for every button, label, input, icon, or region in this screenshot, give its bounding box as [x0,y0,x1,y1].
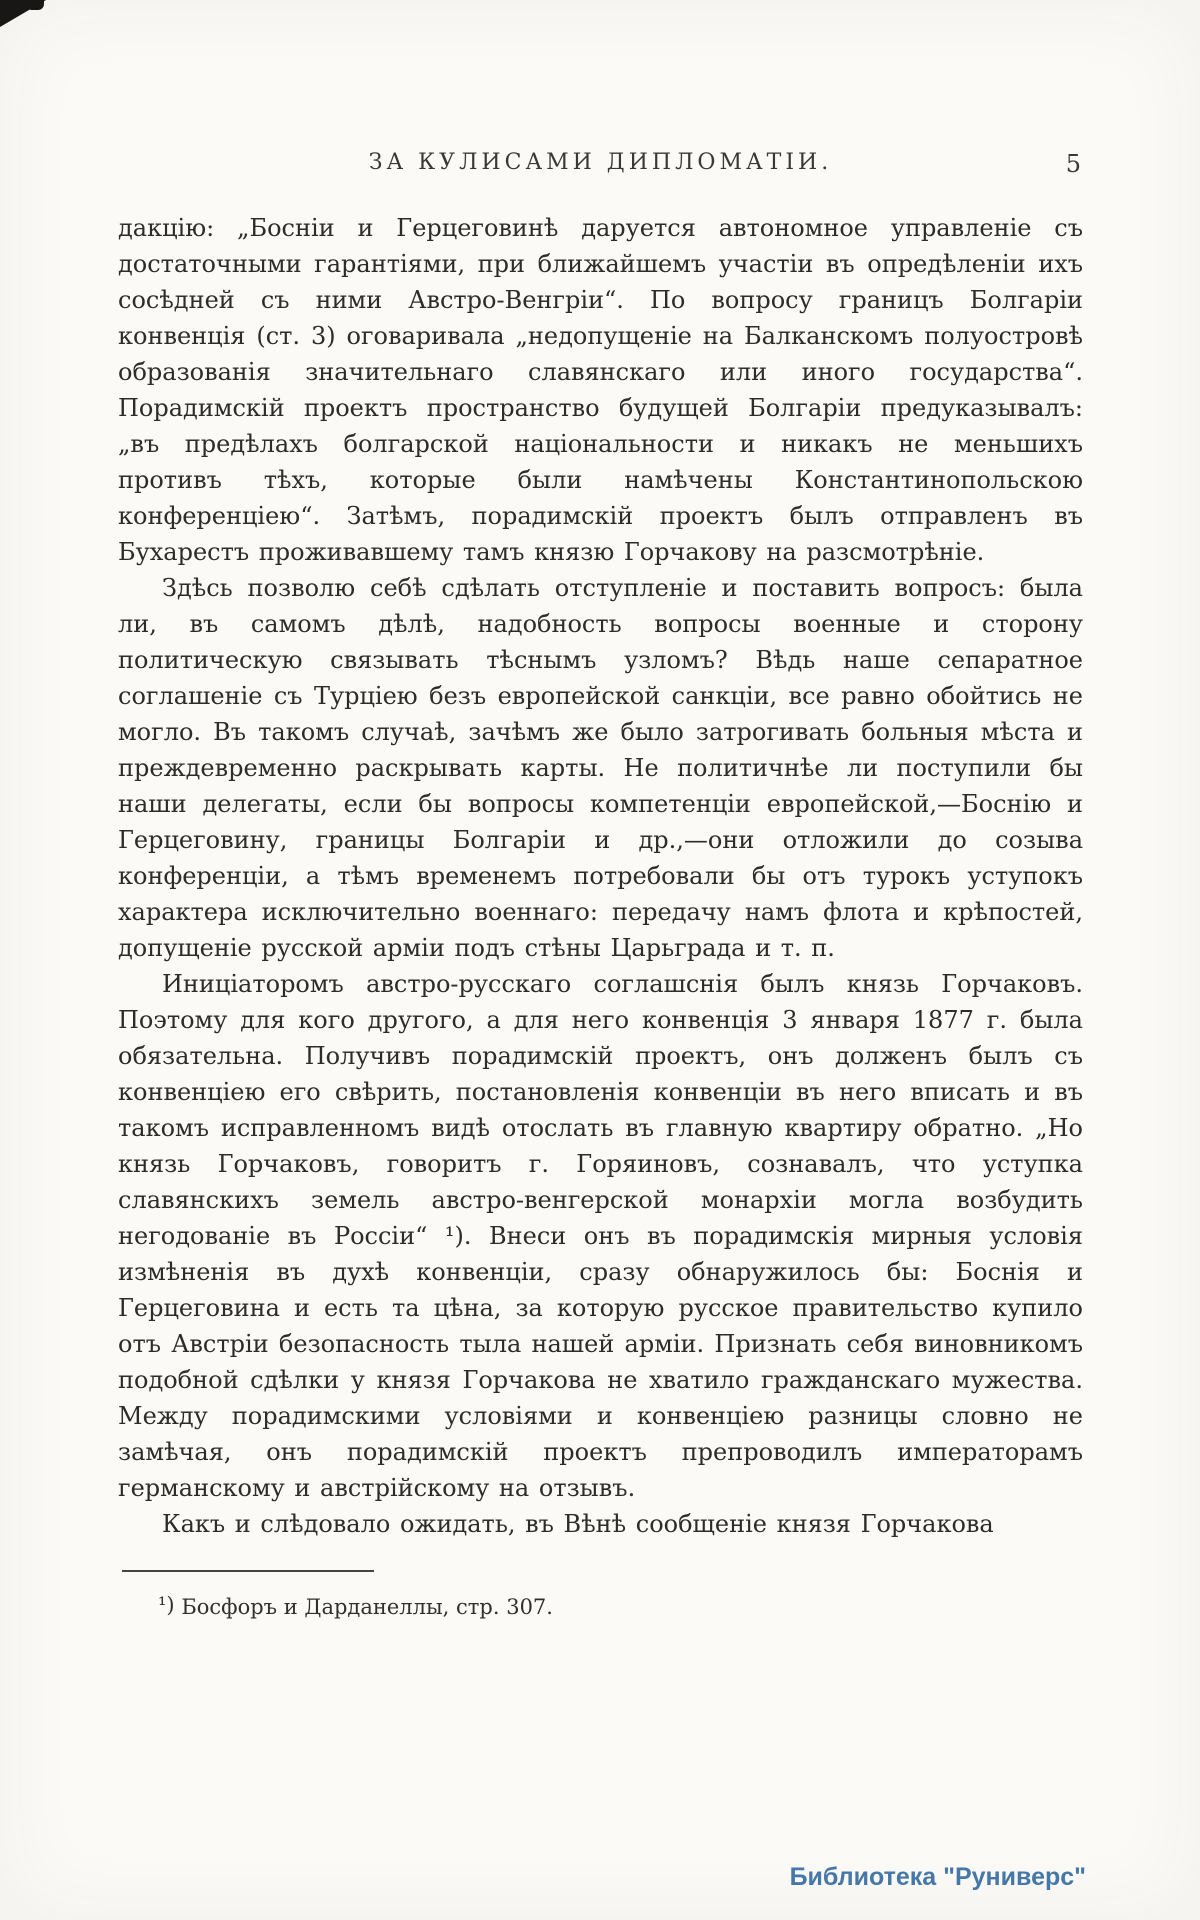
library-watermark: Библиотека "Руниверс" [789,1863,1086,1891]
footnote-separator [122,1570,374,1572]
paragraph-4: Какъ и слѣдовало ожидать, въ Вѣнѣ сообщеніе князя Горчакова [162,1510,994,1538]
paragraph-2: Здѣсь позволю себѣ сдѣлать отступленіе и поставить вопросъ: была ли, въ самомъ дѣлѣ, надобность вопросы военные и сторону политическую связывать тѣснымъ узломъ? Вѣдь наше сепаратное соглашеніе съ Турціею безъ европейской санкціи, все равно обойтись не могло. Въ такомъ случаѣ, зачѣмъ же было затрогивать больныя мѣста и преждевременно раскрывать карты. Не политичнѣе ли поступили бы наши делегаты, если бы вопросы компетенціи европейской,—Боснію и Герцеговину, границы Болгаріи и др.,—они отложили до созыва конференціи, а тѣмъ временемъ потребовали бы отъ турокъ уступокъ характера исключительно военнаго: передачу намъ флота и крѣпостей, допущеніе русской арміи подъ стѣны Царьграда и т. п. [118,574,1083,962]
page-number: 5 [1065,150,1081,178]
paragraph-1: дакцію: „Босніи и Герцеговинѣ даруется автономное управленіе съ достаточными гарантіями, при ближайшемъ участіи въ опредѣленіи ихъ сосѣдней съ ними Австро-Венгріи“. По вопросу границъ Болгаріи конвенція (ст. 3) оговаривала „недопущеніе на Балканскомъ полуостровѣ образованія значительнаго славянскаго или иного государства“. Порадимскій проектъ пространство будущей Болгаріи предуказывалъ: „въ предѣлахъ болгарской національности и никакъ не меньшихъ противъ тѣхъ, которые были намѣчены Константинопольскою конференціею“. Затѣмъ, порадимскій проектъ былъ отправленъ въ Бухарестъ проживавшему тамъ князю Горчакову на разсмотрѣніе. [118,214,1083,566]
paragraph-3: Иниціаторомъ австро-русскаго соглашснія былъ князь Горчаковъ. Поэтому для кого другого, а для него конвенція 3 января 1877 г. была обязательна. Получивъ порадимскій проектъ, онъ долженъ былъ съ конвенціею его свѣрить, постановленія конвенціи въ него вписать и въ такомъ исправленномъ видѣ отослать въ главную квартиру обратно. „Но князь Горчаковъ, говоритъ г. Горяиновъ, сознавалъ, что уступка славянскихъ земель австро-венгерской монархіи могла возбудить негодованіе въ Россіи“ ¹). Внеси онъ въ порадимскія мирныя условія измѣненія въ духѣ конвенціи, сразу обнаружилось бы: Боснія и Герцеговина и есть та цѣна, за которую русское правительство купило отъ Австріи безопасность тыла нашей арміи. Признать себя виновникомъ подобной сдѣлки у князя Горчакова не хватило гражданскаго мужества. Между порадимскими условіями и конвенціею разницы словно не замѣчая, онъ порадимскій проектъ препроводилъ императорамъ германскому и австрійскому на отзывъ. [118,970,1083,1502]
footnote [118,1590,1083,1622]
running-title: ЗА КУЛИСАМИ ДИПЛОМАТІИ. [368,150,833,175]
footnote-text: Босфоръ и Дарданеллы, стр. 307. [181,1595,553,1619]
running-header [118,150,1083,180]
scan-corner-artifact-blob [26,0,44,10]
footnote-marker: ¹) [158,1593,175,1617]
body-text [118,210,1083,1542]
